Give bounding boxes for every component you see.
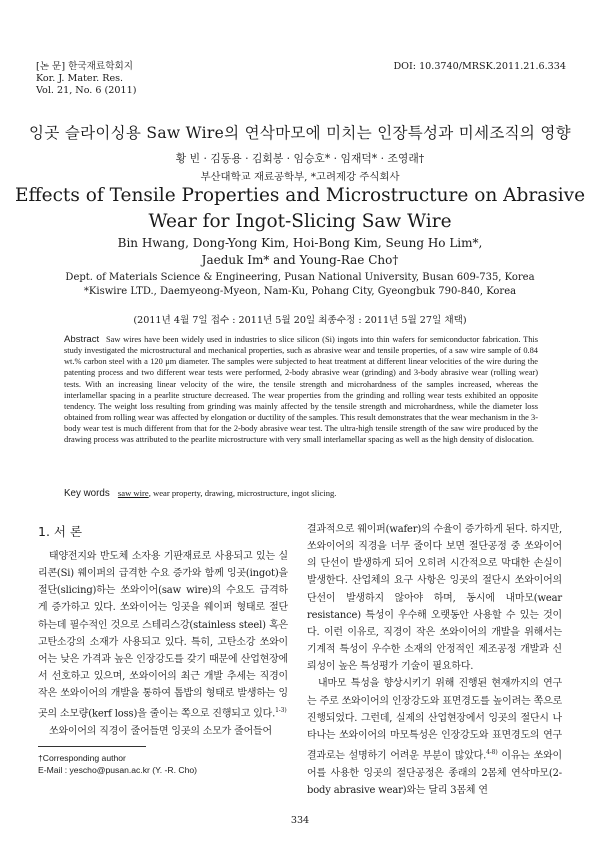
keywords bbox=[64, 488, 538, 499]
reference-superscript: 4-8) bbox=[486, 749, 498, 757]
journal-name-en: Kor. J. Mater. Res. bbox=[36, 73, 124, 84]
english-affiliation bbox=[0, 271, 600, 299]
footnote bbox=[38, 752, 197, 776]
reference-superscript: 1-3) bbox=[275, 707, 287, 715]
received-dates: (2011년 4월 7일 접수 : 2011년 5월 20일 최종수정 : 2011년 5월 27일 채택) bbox=[133, 315, 467, 326]
english-affiliation-line2: *Kiswire LTD., Daemyeong-Myeon, Nam-Ku, Pohang City, Gyeongbuk 790-840, Korea bbox=[83, 286, 517, 297]
abstract bbox=[64, 334, 538, 446]
english-affiliation-line1: Dept. of Materials Science & Engineering, Pusan National University, Busan 609-735, Korea bbox=[65, 272, 535, 283]
english-authors bbox=[0, 235, 600, 269]
keywords-rest: , wear property, drawing, microstructure, ingot slicing. bbox=[148, 488, 337, 498]
journal-header bbox=[36, 61, 136, 97]
journal-name-ko: [논 문] 한국재료학회지 bbox=[36, 61, 133, 72]
korean-affiliation: 부산대학교 재료공학부, *고려제강 주식회사 bbox=[200, 171, 400, 183]
author-email: E-Mail : yescho@pusan.ac.kr (Y. -R. Cho) bbox=[38, 765, 198, 775]
english-title bbox=[0, 183, 600, 235]
paragraph bbox=[38, 548, 288, 723]
korean-title: 잉곳 슬라이싱용 Saw Wire의 연삭마모에 미치는 인장특성과 미세조직의 영향 bbox=[29, 124, 571, 142]
body-column-right bbox=[307, 521, 562, 799]
corresponding-author: †Corresponding author bbox=[38, 753, 126, 763]
paragraph bbox=[307, 675, 562, 798]
paragraph-text: 이유는 쏘와이어를 사용한 잉곳의 절단공정은 종래의 2몸체 연삭마모(2-body abrasive wear)와는 달리 3몸체 연 bbox=[307, 750, 562, 796]
keywords-label: Key words bbox=[64, 488, 110, 499]
section-heading-introduction: 1. 서 론 bbox=[38, 524, 83, 539]
footnote-divider bbox=[38, 746, 146, 747]
paragraph: 결과적으로 웨이퍼(wafer)의 수율이 증가하게 된다. 하지만, 쏘와이어의 직경을 너무 줄이다 보면 절단공정 중 쏘와이어의 단선이 발생하게 되어 오히려 시간적으로 막대한 손실이 발생한다. 산업체의 요구 사항은 잉곳의 절단시 쏘와이어의 단선이 발생하지 않아야 하며, 동시에 내마모(wear resistance) 특성이 우수해 오랫동안 사용할 수 있는 것이다. 이런 이유로, 직경이 작은 쏘와이어의 개발을 위해서는 기계적 특성이 우수한 소재의 안정적인 제조공정 개발과 신뢰성이 높은 특성평가 기술이 필요하다. bbox=[307, 524, 562, 673]
korean-authors: 황 빈 · 김동용 · 김회봉 · 임승호* · 임재덕* · 조영래† bbox=[175, 152, 425, 165]
body-column-left bbox=[38, 548, 288, 740]
english-authors-line2: Jaeduk Im* and Young-Rae Cho† bbox=[201, 253, 399, 267]
page-number: 334 bbox=[290, 815, 310, 826]
paragraph-text: 내마모 특성을 향상시키기 위해 진행된 현재까지의 연구는 주로 쏘와이어의 인장강도와 표면경도를 높이려는 쪽으로 진행되었다. 그런데, 실제의 산업현장에서 잉곳의 절단시 나타나는 쏘와이어의 마모특성은 인장강도와 표면경도의 연구결과로는 설명하기 어려운 부분이 많았다. bbox=[307, 678, 562, 762]
english-authors-line1: Bin Hwang, Dong-Yong Kim, Hoi-Bong Kim, Seung Ho Lim*, bbox=[117, 236, 483, 250]
paragraph-text: 태양전지와 반도체 소자용 기판재료로 사용되고 있는 실리콘(Si) 웨이퍼의 급격한 수요 증가와 함께 잉곳(ingot)을 절단(slicing)하는 쏘와이어(saw wire)의 수요도 급격하게 증가하고 있다. 쏘와이어는 잉곳을 웨이퍼 형태로 절단하는데 필수적인 것으로 스테리스강(stainless steel) 혹은 고탄소강의 소재가 사용되고 있다. 특히, 고탄소강 쏘와이어는 낮은 가격과 높은 인장강도를 갖기 때문에 산업현장에서 선호하고 있으며, 쏘와이어의 최근 개발 추세는 직경이 작은 쏘와이어의 개발을 통하여 톱밥의 형태로 발생하는 잉곳의 소모량(kerf loss)을 줄이는 쪽으로 진행되고 있다. bbox=[38, 551, 288, 720]
keyword-first: saw wire bbox=[117, 488, 149, 498]
english-title-line2: Wear for Ingot-Slicing Saw Wire bbox=[148, 211, 452, 232]
abstract-label: Abstract bbox=[64, 334, 100, 345]
journal-volume: Vol. 21, No. 6 (2011) bbox=[36, 85, 137, 96]
abstract-text: Saw wires have been widely used in industries to slice silicon (Si) ingots into thin wafers for semiconductor fabrication. This study investigated the microstructural and mechanical properties, such as abrasive wear and tensile properties, of a saw wire sample of 0.84 wt.% carbon steel with a 120 μm diameter. The samples were subjected to heat treatment at different linear velocities of the wire during the patenting process and two different wear tests were performed, 2-body abrasive wear (grinding) and 3-body abrasive wear (rolling wear) tests. With an increasing linear velocity of the wire, the tensile strength and microhardness of the samples increased, whereas the interlamellar spacing in a pearlite structure decreased. The wear properties from the grinding and rolling wear tests exhibited an opposite tendency. The weight loss resulting from grinding was mainly affected by the tensile strength and microhardness, while the diameter loss obtained from rolling wear was affected by elongation or ductility of the samples. This result demonstrates that the wear mechanism in the 3-body wear test is much different from that for the 2-body abrasive wear test. The ultra-high tensile strength of the saw wire produced by the drawing process was attributed to the pearlite microstructure with very small interlamellar spacing as well as the high density of dislocation. bbox=[64, 335, 538, 445]
paragraph: 쏘와이어의 직경이 줄어들면 잉곳의 소모가 줄어들어 bbox=[49, 725, 272, 737]
english-title-line1: Effects of Tensile Properties and Microstructure on Abrasive bbox=[14, 185, 586, 206]
doi: DOI: 10.3740/MRSK.2011.21.6.334 bbox=[393, 61, 566, 72]
